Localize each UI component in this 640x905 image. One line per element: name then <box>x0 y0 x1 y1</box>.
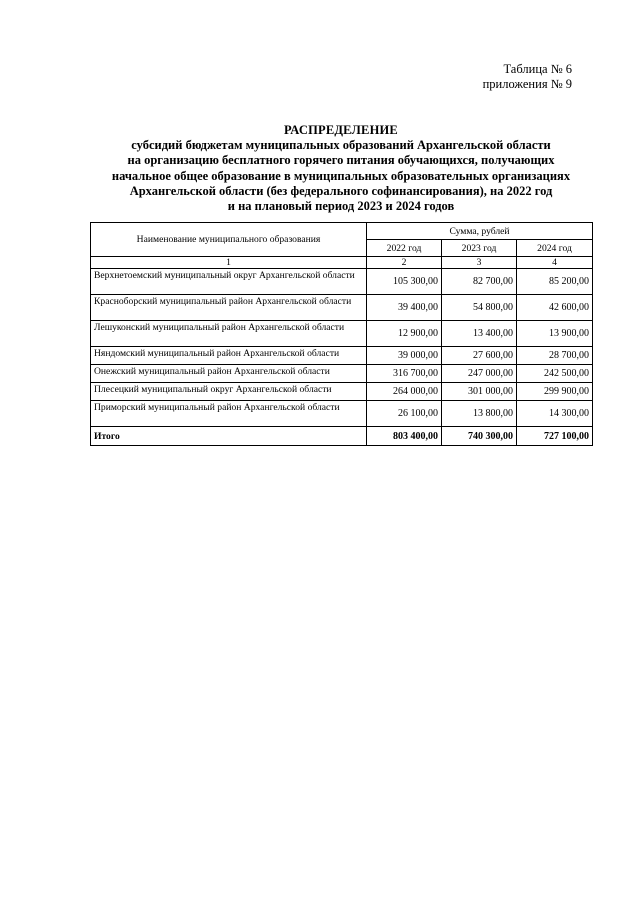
header-year-2023: 2023 год <box>442 240 517 257</box>
value-2023: 301 000,00 <box>442 383 517 401</box>
table-row <box>91 383 593 401</box>
column-number: 3 <box>442 257 517 269</box>
title-line: и на плановый период 2023 и 2024 годов <box>227 199 455 214</box>
value-2022: 264 000,00 <box>367 383 442 401</box>
value-2024: 42 600,00 <box>517 295 593 321</box>
value-2023: 27 600,00 <box>442 347 517 365</box>
total-2023: 740 300,00 <box>442 427 517 446</box>
column-numbers-row <box>91 257 593 269</box>
appendix-number: приложения № 9 <box>482 77 572 91</box>
value-2022: 105 300,00 <box>367 269 442 295</box>
value-2023: 54 800,00 <box>442 295 517 321</box>
value-2022: 12 900,00 <box>367 321 442 347</box>
header-year-2022: 2022 год <box>367 240 442 257</box>
value-2022: 39 400,00 <box>367 295 442 321</box>
value-2024: 85 200,00 <box>517 269 593 295</box>
value-2024: 242 500,00 <box>517 365 593 383</box>
table-row <box>91 401 593 427</box>
total-2024: 727 100,00 <box>517 427 593 446</box>
total-label: Итого <box>91 427 367 446</box>
value-2024: 28 700,00 <box>517 347 593 365</box>
value-2022: 39 000,00 <box>367 347 442 365</box>
column-number: 1 <box>91 257 367 269</box>
title-line: начальное общее образование в муниципальных образовательных организациях <box>111 168 571 183</box>
header-sum: Сумма, рублей <box>367 223 593 240</box>
value-2023: 13 800,00 <box>442 401 517 427</box>
municipality-name: Онежский муниципальный район Архангельской области <box>91 365 367 383</box>
title-line: субсидий бюджетам муниципальных образований Архангельской области <box>131 138 551 153</box>
municipality-name: Лешуконский муниципальный район Архангельской области <box>91 321 367 347</box>
table-number: Таблица № 6 <box>503 62 572 76</box>
column-number: 4 <box>517 257 593 269</box>
distribution-table <box>90 222 593 446</box>
table-row <box>91 269 593 295</box>
title-line: на организацию бесплатного горячего питания обучающихся, получающих <box>127 153 555 168</box>
municipality-name: Верхнетоемский муниципальный округ Архангельской области <box>91 269 367 295</box>
table-row <box>91 365 593 383</box>
municipality-name: Приморский муниципальный район Архангельской области <box>91 401 367 427</box>
table-row <box>91 321 593 347</box>
municipality-name: Няндомский муниципальный район Архангельской области <box>91 347 367 365</box>
value-2024: 14 300,00 <box>517 401 593 427</box>
header-municipality: Наименование муниципального образования <box>91 223 367 257</box>
value-2022: 26 100,00 <box>367 401 442 427</box>
title-line: Архангельской области (без федерального софинансирования), на 2022 год <box>129 183 553 198</box>
value-2024: 13 900,00 <box>517 321 593 347</box>
appendix-reference <box>483 62 572 92</box>
header-year-2024: 2024 год <box>517 240 593 257</box>
value-2023: 13 400,00 <box>442 321 517 347</box>
total-2022: 803 400,00 <box>367 427 442 446</box>
value-2024: 299 900,00 <box>517 383 593 401</box>
table-row <box>91 347 593 365</box>
table-row <box>91 295 593 321</box>
total-row <box>91 427 593 446</box>
municipality-name: Красноборский муниципальный район Архангельской области <box>91 295 367 321</box>
value-2022: 316 700,00 <box>367 365 442 383</box>
municipality-name: Плесецкий муниципальный округ Архангельской области <box>91 383 367 401</box>
value-2023: 247 000,00 <box>442 365 517 383</box>
title-heading: РАСПРЕДЕЛЕНИЕ <box>284 123 398 137</box>
document-title <box>90 123 592 214</box>
value-2023: 82 700,00 <box>442 269 517 295</box>
column-number: 2 <box>367 257 442 269</box>
